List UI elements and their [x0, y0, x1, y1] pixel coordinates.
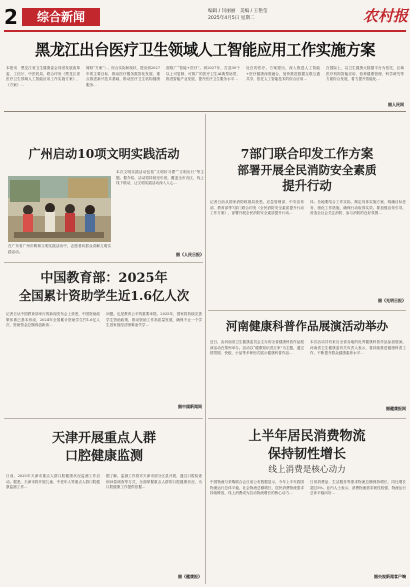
lead-headline: 黑龙江出台医疗卫生领域人工智能应用工作实施方案 — [34, 41, 376, 59]
section-divider — [208, 418, 406, 419]
section-divider — [4, 111, 406, 112]
section-divider — [208, 310, 406, 311]
fire-source: 据《光明日报》 — [378, 298, 406, 303]
lead-source: 据人民网 — [388, 102, 404, 107]
page-number: 2 — [4, 5, 18, 29]
tianjin-source: 据《健康报》 — [178, 574, 202, 579]
section-divider — [4, 418, 203, 419]
logistics-headline-2: 保持韧性增长 — [267, 447, 346, 462]
henan-column-2: 本次活动共有来自全省各地的优秀健康科普作品参加展演。河南省卫生健康委有关负责人表示，将持续推进健康科普工作，不断提升群众健康素养水平… — [310, 340, 406, 356]
fire-column-2: 体。各地要结合工作实际，制定具体实施方案，明确目标任务，细化工作措施，确保行动取得实效。要加强宣传引导，营造全社会关注消防、参与消防的良好氛围… — [310, 200, 406, 216]
publish-date: 2025年4月5日 星期二 — [208, 16, 255, 21]
guangzhou-headline: 广州启动10项文明实践活动 — [28, 147, 180, 161]
lead-column-3: 面推广“智能+医疗”。到2027年，打造30个以上可复制、可推广的医疗卫生AI典型场景，推进智能产业发展，提升医疗卫生服务水平… — [166, 66, 240, 82]
education-column-1: 记者日从中国教育部举行的新闻发布会上获悉，中国资助政策体系已基本形成，2024年全国累计资助学生约1.6亿人次，资助资金总额再创新高… — [6, 312, 100, 328]
fire-headline-2: 部署开展全民消防安全素质 — [237, 163, 377, 177]
logistics-source: 据央视新闻客户端 — [374, 574, 406, 579]
photo-caption: 在广东省广州市鹤林文明实践活动中，志愿者向群众讲解文明实践活动。 — [8, 244, 111, 254]
fire-headline-3: 提升行动 — [282, 178, 332, 193]
guangzhou-column-2: 本次文明实践活动包括“文明好习惯”“文明出行”等主题。据介绍，活动将持续至年底，覆盖全市各区，线上线下联动，让文明实践活动深入人心… — [116, 170, 204, 186]
tianjin-headline-2: 口腔健康监测 — [64, 449, 143, 464]
fire-headline-1: 7部门联合印发工作方案 — [240, 146, 374, 161]
guangzhou-source: 据《人民日报》 — [176, 252, 204, 257]
news-photo — [8, 176, 111, 242]
education-source: 据中国新闻网 — [178, 404, 202, 409]
education-headline-1: 中国教育部：2025年 — [40, 271, 168, 286]
henan-headline: 河南健康科普作品展演活动举办 — [225, 319, 389, 333]
fire-column-1: 记者日前从国家消防救援局获悉，应急管理部、中央宣传部、教育部等7部门联合印发《全民消防安全素质提升行动工作方案》，部署开展全民消防安全素质提升行动… — [210, 200, 304, 216]
henan-source: 据健康报网 — [386, 406, 406, 411]
tianjin-headline-1: 天津开展重点人群 — [51, 431, 156, 446]
masthead-rule — [4, 30, 406, 32]
education-column-2: 问题。也是教育公平的重要举措。2025年，国家将持续完善学生资助政策，推动资助工作高质量发展，确保不让一个学生因家庭经济困难而失学… — [106, 312, 202, 328]
editor-info: 编辑 / 闫丽丽 美编 / 王艳莹 — [208, 9, 268, 14]
section-divider — [4, 262, 203, 263]
henan-column-1: 近日，由河南省卫生健康委员会主办的全省健康科普作品展演活动在郑州举办。活动以“健康知识进万家”为主题，通过情景剧、快板、小品等多种形式展示健康科普作品… — [210, 340, 304, 356]
logistics-column-1: 中国物流与采购联合会日前公布数据显示，今年上半年我国物流运行总体平稳，社会物流总额增长，居民消费物流需求持续释放，线上消费成为拉动物流增长的核心动力… — [210, 480, 304, 496]
lead-column-5: 在国际上，以卫生健康大数据平台为依托，区域医疗机构智能应用、营养健康管理、科学研究等方面综合发展，着力提升智能化… — [326, 66, 404, 82]
logistics-column-2: 日常消费品、生活服务等需求物流总额保持增长，同比增长超过5%。业内人士表示，消费物流需求韧性较强，物流运行总体平稳向好… — [310, 480, 406, 496]
logistics-subtitle: 线上消费是核心动力 — [268, 465, 346, 475]
lead-column-4: 处在的医疗。方案提出，深入推进人工智能+医疗健康深度融合，加快推进数据互联互通共享，依托人工智能技术的综合应用… — [246, 66, 320, 82]
edition-info — [208, 8, 318, 22]
logistics-headline-1: 上半年居民消费物流 — [248, 429, 366, 444]
paper-logo: 农村报 — [362, 7, 408, 25]
tianjin-column-2: 据了解，监测工作将对天津市部分区县开展，通过口腔检查和问卷调查等方式，全面掌握重点人群的口腔健康状况，为口腔健康工作提供依据… — [106, 474, 202, 490]
lead-column-2: 简称“方案”）。综合实际和现状，提出到2027年的主要目标，推动医疗服务数智化发展，重点推进新兴技术基础，推动医疗卫生机构健康服务… — [86, 66, 160, 87]
column-divider — [205, 114, 206, 584]
lead-column-1: 本报讯 黑龙江省卫生健康委会同省发展改革委、工信厅、中医药局，联合印发《黑龙江省医疗卫生领域人工智能应用工作实施方案》，《方案》… — [6, 66, 80, 87]
education-headline-2: 全国累计资助学生近1.6亿人次 — [18, 288, 190, 303]
tianjin-column-1: 日前，2025年天津市重点人群口腔健康状况监测工作启动。据悉，天津市将开展儿童、中老年人等重点人群口腔健康监测工作… — [6, 474, 100, 490]
section-label: 综合新闻 — [22, 8, 100, 26]
